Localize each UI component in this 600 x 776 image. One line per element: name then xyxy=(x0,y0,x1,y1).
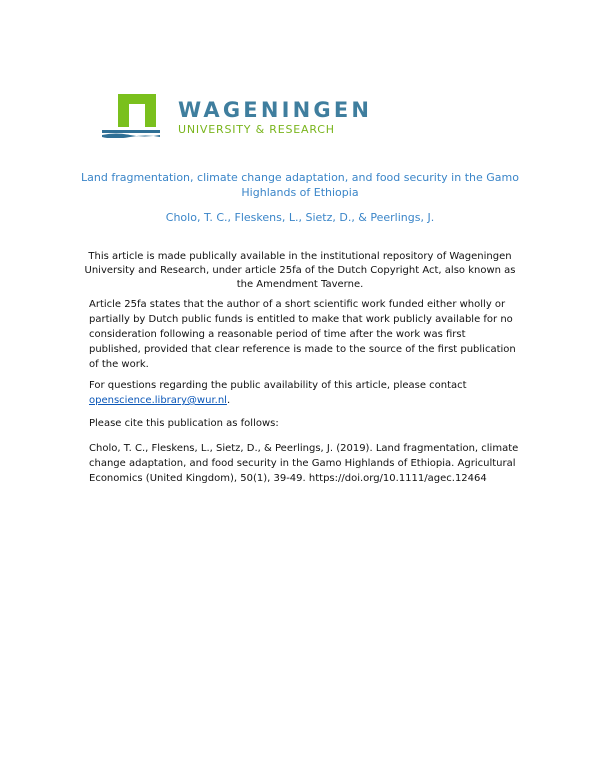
logo-subtitle: UNIVERSITY & RESEARCH xyxy=(178,123,335,136)
article-title: Land fragmentation, climate change adaptation, and food security in the Gamo Highlands of Ethiopia xyxy=(81,171,519,199)
wur-logo xyxy=(100,92,373,142)
article-25fa-paragraph: Article 25fa states that the author of a short scientific work funded either wholly or partially by Dutch public funds is entitled to make that work publicly available for no consideration following a reasonable period of time after the work was first published, provided that clear reference is made to the source of the first publication of the work. xyxy=(89,299,516,370)
cite-intro: Please cite this publication as follows: xyxy=(89,418,279,429)
wur-logo-mark-icon xyxy=(100,92,162,138)
citation: Cholo, T. C., Fleskens, L., Sietz, D., & Peerlings, J. (2019). Land fragmentation, climate change adaptation, and food security in the Gamo Highlands of Ethiopia. Agricultural Economics (United Kingdom), 50(1), 39-49. https://doi.org/10.1111/agec.12464 xyxy=(89,443,519,484)
repository-notice: This article is made publically available in the institutional repository of Wageningen University and Research, under article 25fa of the Dutch Copyright Act, also known as the Amendment Taverne. xyxy=(84,251,516,290)
contact-end: . xyxy=(226,395,231,406)
contact-paragraph xyxy=(89,378,519,408)
article-authors: Cholo, T. C., Fleskens, L., Sietz, D., & Peerlings, J. xyxy=(165,211,435,224)
logo-wordmark: WAGENINGEN xyxy=(178,98,373,122)
contact-text: For questions regarding the public availability of this article, please contact xyxy=(89,380,467,391)
contact-email-link[interactable]: openscience.library@wur.nl xyxy=(89,395,227,406)
